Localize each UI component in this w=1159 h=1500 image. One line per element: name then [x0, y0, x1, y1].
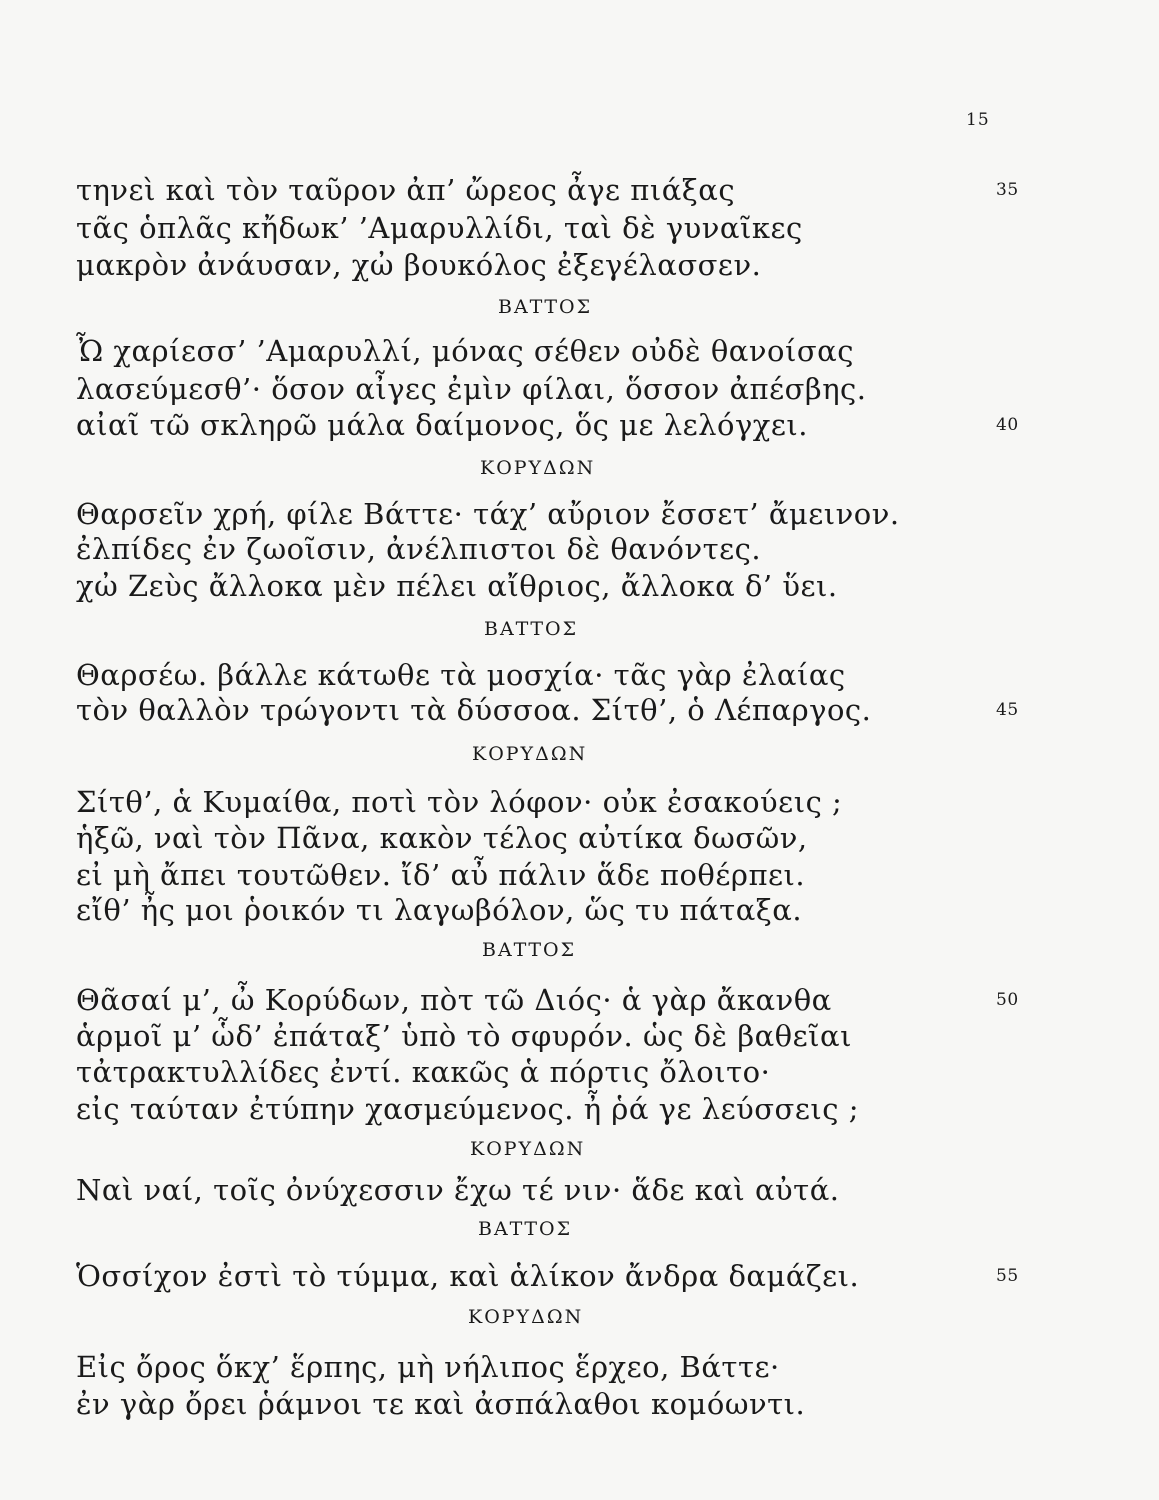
- line-number: 45: [996, 700, 1019, 720]
- verse-text: Ὦ χαρίεσσ’ ’Αμαρυλλί, μόνας σέθεν οὐδὲ θανοίσας: [76, 334, 854, 368]
- verse-line: [0, 1052, 1159, 1092]
- line-number: 35: [996, 180, 1019, 200]
- verse-line: [0, 855, 1159, 895]
- verse-line: [0, 331, 1159, 371]
- verse-text: Ὁσσίχον ἐστὶ τὸ τύμμα, καὶ ἁλίκον ἄνδρα δαμάζει.: [76, 1259, 860, 1293]
- verse-text: ἐλπίδες ἐν ζωοῖσιν, ἀνέλπιστοι δὲ θανόντες.: [76, 532, 762, 566]
- verse-text: λασεύμεσθ’· ὅσον αἶγες ἐμὶν φίλαι, ὅσσον ἀπέσβης.: [76, 372, 867, 406]
- verse-line: [0, 1016, 1159, 1056]
- verse-line: [0, 890, 1159, 930]
- verse-line: [0, 690, 1159, 730]
- verse-text: Εἰς ὄρος ὅκχ’ ἕρπης, μὴ νήλιπος ἕρχεο, Βάττε·: [76, 1350, 780, 1384]
- verse-text: τὸν θαλλὸν τρώγοντι τὰ δύσσοα. Σίτθ’, ὁ Λέπαργος.: [76, 693, 872, 727]
- speaker-name: ΚΟΡΥΔΩΝ: [480, 457, 596, 479]
- speaker-name: ΚΟΡΥΔΩΝ: [468, 1306, 584, 1328]
- verse-line: [0, 566, 1159, 606]
- verse-text: εἴθ’ ἦς μοι ῥοικόν τι λαγωβόλον, ὥς τυ πάταξα.: [76, 893, 803, 927]
- verse-text: χὠ Ζεὺς ἄλλοκα μὲν πέλει αἴθριος, ἄλλοκα δ’ ὕει.: [76, 569, 838, 603]
- verse-line: [0, 1256, 1159, 1296]
- verse-text: εἰς ταύταν ἐτύπην χασμεύμενος. ἦ ῥά γε λεύσσεις ;: [76, 1092, 859, 1126]
- speaker-heading: [0, 1302, 1159, 1332]
- verse-line: [0, 1089, 1159, 1129]
- page-number: 15: [966, 110, 990, 130]
- verse-line: [0, 494, 1159, 534]
- verse-text: αἰαῖ τῶ σκληρῶ μάλα δαίμονος, ὅς με λελόγχει.: [76, 408, 808, 442]
- verse-line: [0, 405, 1159, 445]
- verse-line: [0, 369, 1159, 409]
- verse-text: τᾶς ὁπλᾶς κἤδωκ’ ’Αμαρυλλίδι, ταὶ δὲ γυναῖκες: [76, 211, 803, 245]
- verse-line: [0, 980, 1159, 1020]
- verse-text: ἐν γὰρ ὄρει ῥάμνοι τε καὶ ἀσπάλαθοι κομόωντι.: [76, 1387, 806, 1421]
- speaker-heading: [0, 614, 1159, 644]
- verse-text: Θαρσεῖν χρή, φίλε Βάττε· τάχ’ αὔριον ἔσσετ’ ἄμεινον.: [76, 497, 900, 531]
- speaker-heading: [0, 935, 1159, 965]
- verse-text: ἁρμοῖ μ’ ὧδ’ ἐπάταξ’ ὑπὸ τὸ σφυρόν. ὡς δὲ βαθεῖαι: [76, 1019, 852, 1053]
- verse-line: [0, 208, 1159, 248]
- speaker-heading: [0, 1214, 1159, 1244]
- speaker-heading: [0, 292, 1159, 322]
- verse-line: [0, 170, 1159, 210]
- verse-line: [0, 655, 1159, 695]
- verse-text: τηνεὶ καὶ τὸν ταῦρον ἀπ’ ὤρεος ἆγε πιάξας: [76, 173, 736, 207]
- verse-line: [0, 1384, 1159, 1424]
- speaker-name: ΒΑΤΤΟΣ: [498, 296, 593, 318]
- speaker-heading: [0, 1134, 1159, 1164]
- verse-line: [0, 1347, 1159, 1387]
- speaker-heading: [0, 453, 1159, 483]
- verse-line: [0, 245, 1159, 285]
- verse-line: [0, 529, 1159, 569]
- speaker-name: ΒΑΤΤΟΣ: [484, 618, 579, 640]
- speaker-name: ΚΟΡΥΔΩΝ: [470, 1138, 586, 1160]
- speaker-name: ΚΟΡΥΔΩΝ: [472, 743, 588, 765]
- verse-text: Ναὶ ναί, τοῖς ὀνύχεσσιν ἔχω τέ νιν· ἅδε καὶ αὐτά.: [76, 1173, 840, 1207]
- line-number: 40: [996, 415, 1019, 435]
- verse-text: μακρὸν ἀνάυσαν, χὠ βουκόλος ἐξεγέλασσεν.: [76, 248, 762, 282]
- verse-text: τἀτρακτυλλίδες ἐντί. κακῶς ἁ πόρτις ὄλοιτο·: [76, 1055, 771, 1089]
- speaker-name: ΒΑΤΤΟΣ: [478, 1218, 573, 1240]
- verse-line: [0, 1170, 1159, 1210]
- verse-line: [0, 818, 1159, 858]
- speaker-name: ΒΑΤΤΟΣ: [482, 939, 577, 961]
- verse-text: ἡξῶ, ναὶ τὸν Πᾶνα, κακὸν τέλος αὐτίκα δωσῶν,: [76, 821, 808, 855]
- verse-text: Θαρσέω. βάλλε κάτωθε τὰ μοσχία· τᾶς γὰρ ἐλαίας: [76, 658, 846, 692]
- verse-text: Σίτθ’, ἁ Κυμαίθα, ποτὶ τὸν λόφον· οὐκ ἐσακούεις ;: [76, 785, 843, 819]
- line-number: 50: [996, 990, 1019, 1010]
- verse-text: εἰ μὴ ἄπει τουτῶθεν. ἴδ’ αὖ πάλιν ἅδε ποθέρπει.: [76, 858, 806, 892]
- line-number: 55: [996, 1266, 1019, 1286]
- speaker-heading: [0, 739, 1159, 769]
- verse-text: Θᾶσαί μ’, ὦ Κορύδων, πὸτ τῶ Διός· ἁ γὰρ ἄκανθα: [76, 983, 832, 1017]
- verse-line: [0, 782, 1159, 822]
